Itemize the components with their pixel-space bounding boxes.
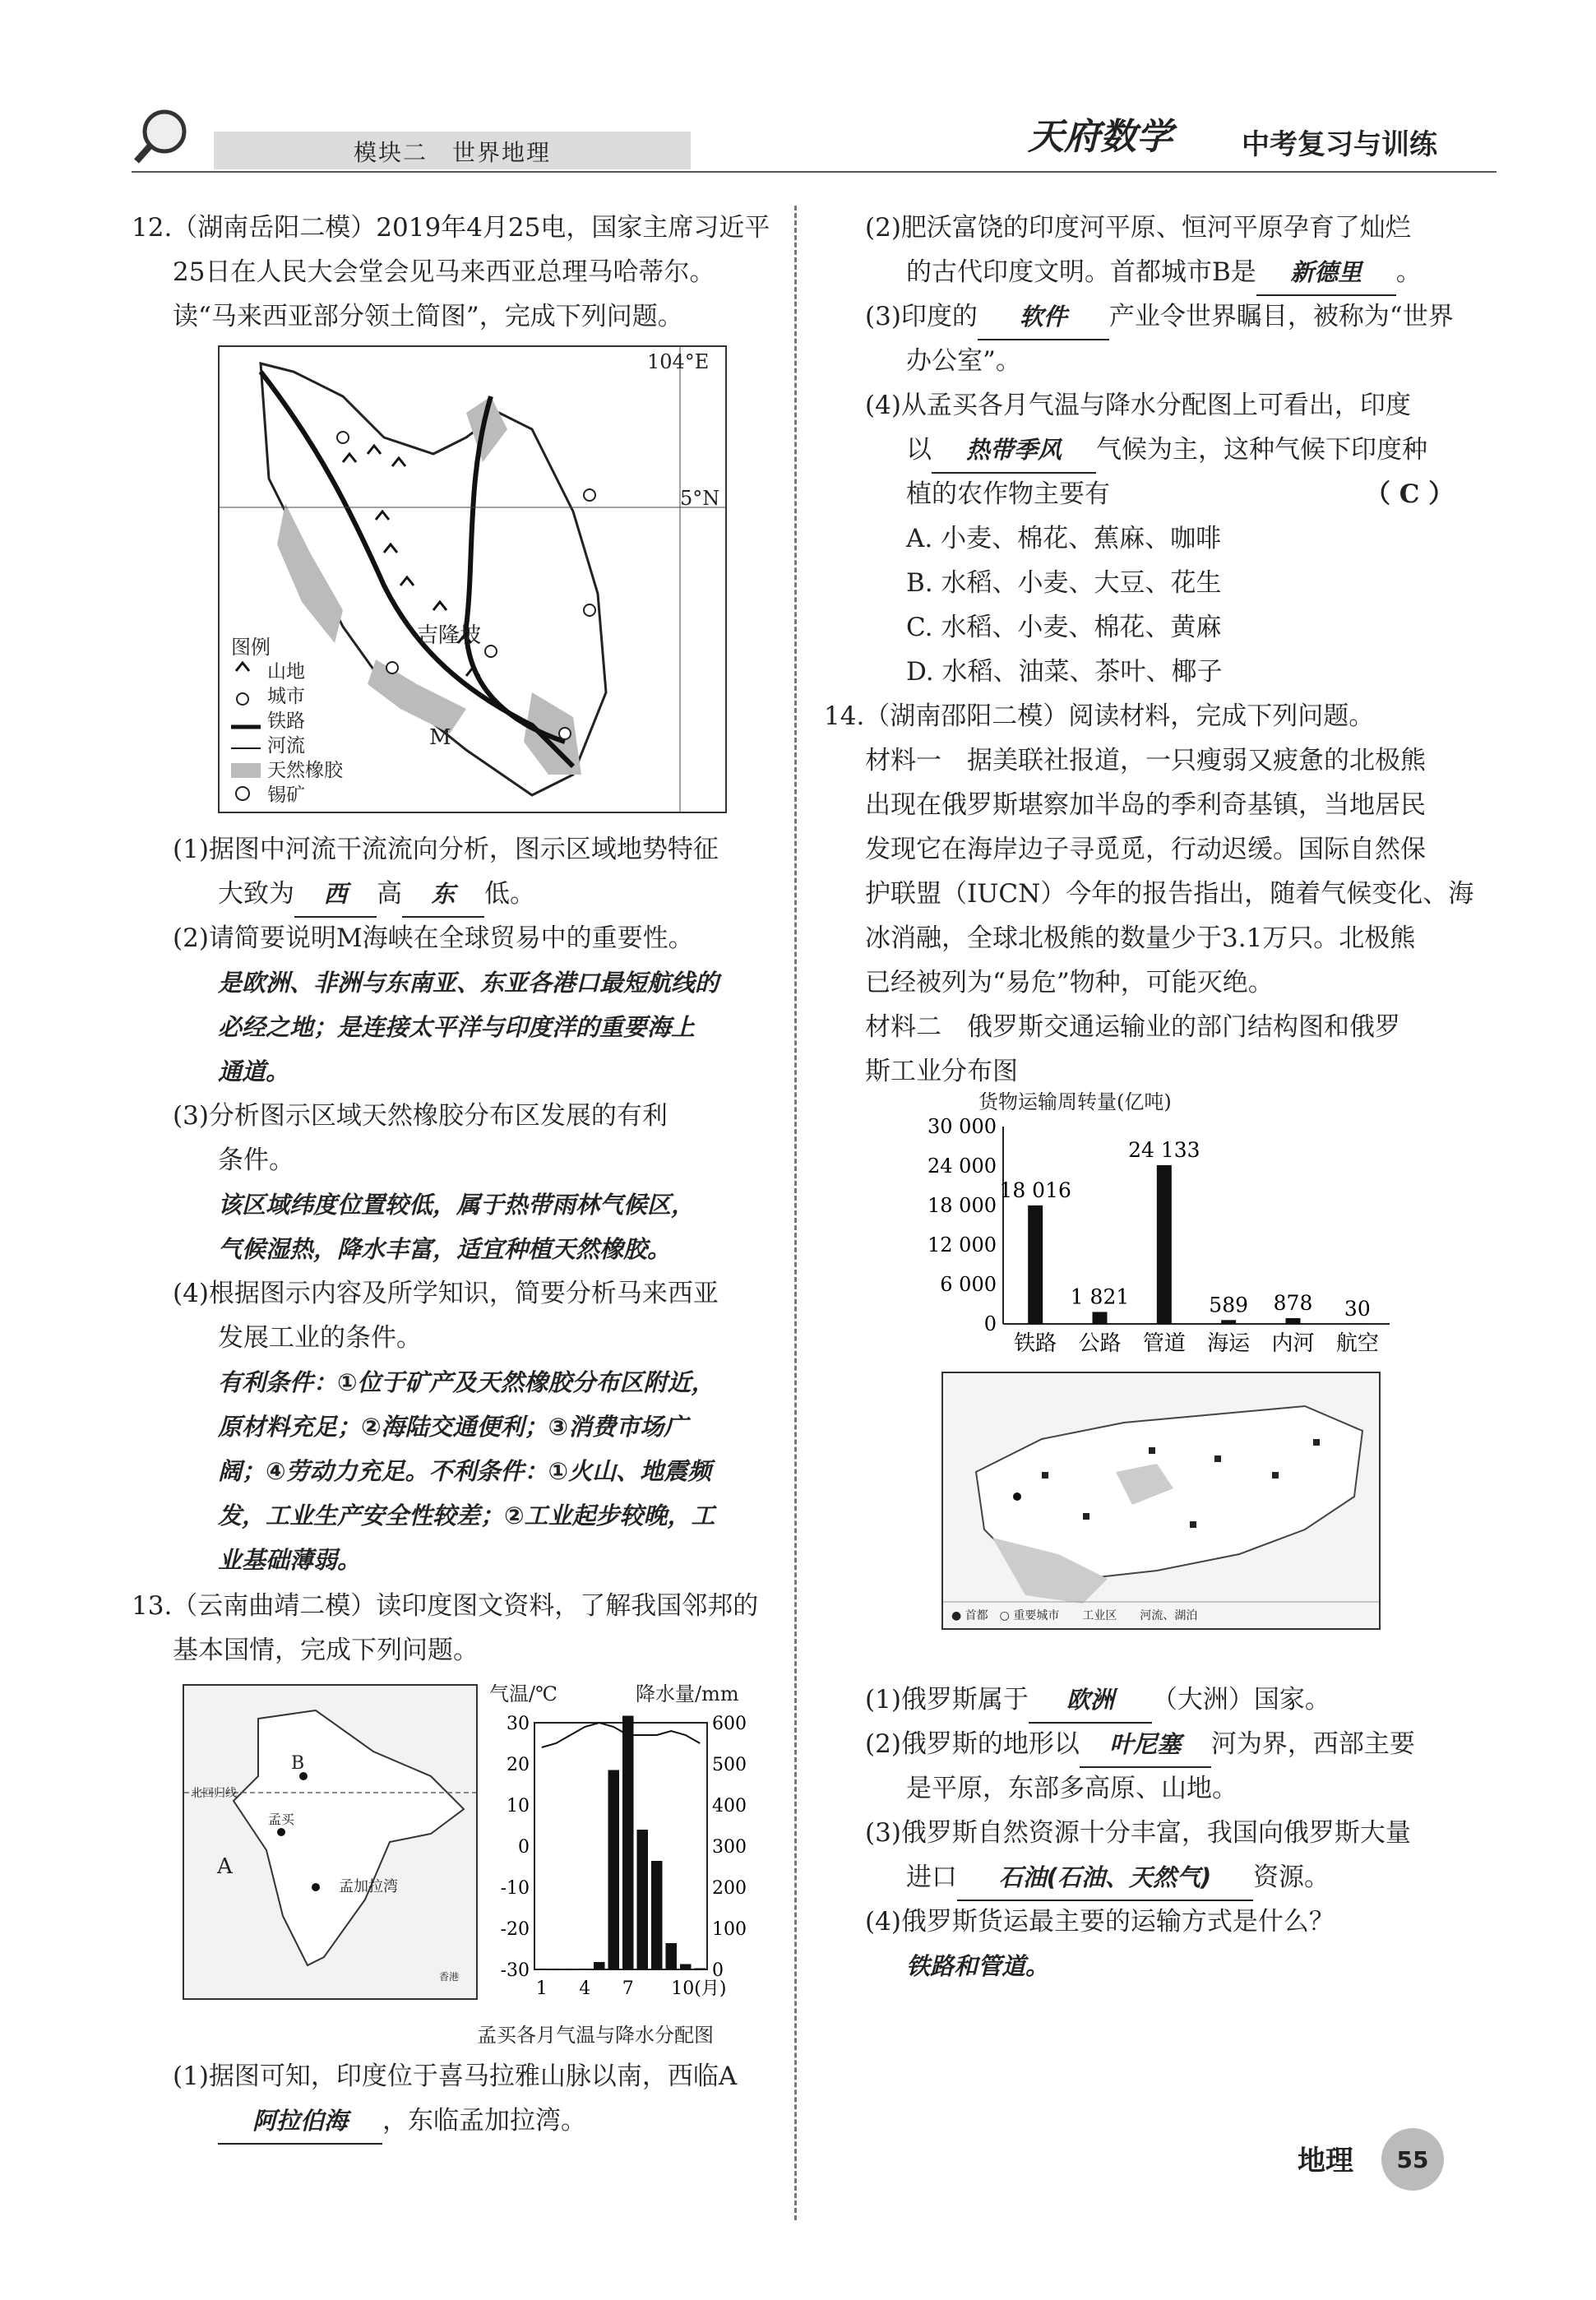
q13-1-answer-line	[218, 2099, 586, 2145]
precip-tick-label: 400	[712, 1796, 747, 1816]
category-label: 海运	[1207, 1331, 1251, 1356]
q14-2-tail: 河为界，西部主要	[1210, 1729, 1415, 1759]
category-label: 铁路	[1014, 1331, 1057, 1356]
q13-2-question: (2)肥沃富饶的印度河平原、恒河平原孕育了灿烂	[865, 213, 1411, 243]
y-tick-label: 24 000	[928, 1155, 997, 1178]
material-line: 已经被列为“易危”物种，可能灭绝。	[865, 968, 1274, 997]
climate-caption: 孟买各月气温与降水分配图	[477, 2024, 714, 2047]
q13-4-line3: 植的农作物主要有	[906, 479, 1110, 509]
q13-options	[906, 516, 1222, 694]
precip-bar	[608, 1770, 620, 1970]
q14-3-answer: 石油(石油、天然气)	[957, 1855, 1253, 1901]
q12-line2: 25日在人民大会堂会见马来西亚总理马哈蒂尔。	[173, 257, 715, 287]
material-line: 材料二 俄罗斯交通运输业的部门结构图和俄罗	[865, 1012, 1400, 1042]
month-tick-label: 10(月)	[671, 1978, 727, 1998]
precip-tick-label: 600	[712, 1714, 747, 1734]
option-a: A. 小麦、棉花、蕉麻、咖啡	[906, 524, 1222, 553]
precip-bar	[680, 1964, 692, 1970]
y-tick-label: 12 000	[928, 1233, 997, 1256]
option-d: D. 水稻、油菜、茶叶、椰子	[906, 657, 1223, 687]
question-line: 发展工业的条件。	[218, 1323, 422, 1353]
y-tick-label: 30 000	[928, 1115, 997, 1138]
brand-logo: 天府数学	[1028, 116, 1173, 158]
category-label: 公路	[1078, 1331, 1122, 1356]
header-rule	[132, 171, 1497, 173]
precip-tick-label: 200	[712, 1878, 747, 1899]
material-line: 发现它在海岸边子寻觅觅，行动迟缓。国际自然保	[865, 835, 1426, 864]
q14-4-question: (4)俄罗斯货运最主要的运输方式是什么？	[865, 1907, 1335, 1937]
precip-bar	[637, 1830, 649, 1969]
bar	[1093, 1312, 1108, 1324]
bar	[1286, 1318, 1301, 1324]
q12-2-answer	[218, 960, 719, 1094]
precip-bar	[666, 1943, 678, 1969]
freight-chart	[904, 1085, 1414, 1365]
temp-tick-label: 10	[507, 1796, 530, 1816]
answer-line: 阔；④劳动力充足。不利条件：①火山、地震频	[218, 1457, 712, 1485]
series-title: 中考复习与训练	[1242, 128, 1437, 161]
longitude-label: 104°E	[647, 350, 710, 373]
question-line: (3)分析图示区域天然橡胶分布区发展的有利	[173, 1101, 668, 1131]
q12-3-question	[173, 1094, 668, 1182]
bar-value-label: 18 016	[999, 1178, 1071, 1202]
magnifier-icon	[132, 107, 189, 164]
q13-1-tail: ，东临孟加拉湾。	[382, 2106, 586, 2136]
answer-line: 必经之地；是连接太平洋与印度洋的重要海上	[218, 1013, 696, 1041]
kuala-lumpur-label: 吉隆坡	[417, 623, 482, 648]
answer-line: 业基础薄弱。	[218, 1546, 362, 1574]
legend-river: 河流	[267, 735, 305, 757]
q14-3-text: 进口	[906, 1863, 957, 1892]
material-line: 护联盟（IUCN）今年的报告指出，随着气候变化、海	[865, 879, 1474, 909]
q13-1-question: (1)据图可知，印度位于喜马拉雅山脉以南，西临A	[173, 2062, 738, 2091]
option-c: C. 水稻、小麦、棉花、黄麻	[906, 613, 1222, 642]
answer-line: 发，工业生产安全性较差；②工业起步较晚，工	[218, 1502, 715, 1529]
q13-2-text: 的古代印度文明。首都城市B是	[906, 257, 1256, 287]
strait-label: M	[429, 725, 451, 750]
bar-value-label: 24 133	[1128, 1137, 1200, 1162]
question-line: (4)根据图示内容及所学知识，简要分析马来西亚	[173, 1279, 719, 1308]
precip-bar	[695, 1969, 706, 1970]
q13-3-tail: 产业令世界瞩目，被称为“世界	[1108, 302, 1454, 331]
q14-material2	[865, 1005, 1400, 1094]
precip-bar	[651, 1861, 663, 1969]
bar-value-label: 1 821	[1070, 1284, 1130, 1309]
q13-3-line2: 办公室”。	[906, 346, 1021, 376]
temp-tick-label: -30	[500, 1960, 530, 1981]
material-line: 冰消融，全球北极熊的数量少于3.1万只。北极熊	[865, 923, 1416, 953]
precip-bar	[594, 1962, 605, 1969]
q14-2-line2: 是平原，东部多高原、山地。	[906, 1774, 1237, 1803]
y-tick-label: 18 000	[928, 1194, 997, 1217]
legend-tin: 锡矿	[267, 784, 305, 806]
q12-3-answer	[218, 1182, 695, 1271]
subject-label: 地理	[1298, 2145, 1353, 2177]
legend-railway: 铁路	[267, 710, 305, 732]
map-legend	[267, 659, 343, 808]
month-tick-label: 7	[622, 1978, 634, 1998]
tropic-label: 北回归线	[191, 1787, 237, 1800]
page-number: 55	[1381, 2128, 1444, 2191]
q12-1-answer-west: 西	[294, 872, 377, 918]
month-tick-label: 4	[579, 1978, 591, 1998]
precip-bar	[565, 1969, 576, 1970]
precip-tick-label: 0	[712, 1960, 724, 1981]
q12-1-low: 低。	[484, 879, 535, 909]
legend-title: 图例	[231, 636, 271, 659]
q12-4-question	[173, 1271, 719, 1360]
q14-2-answer: 叶尼塞	[1080, 1722, 1211, 1768]
freight-chart-title: 货物运输周转量(亿吨)	[978, 1090, 1172, 1113]
y-tick-label: 6 000	[940, 1273, 997, 1296]
q12-1-answer-line	[218, 872, 535, 918]
q13-2-answer: 新德里	[1256, 250, 1396, 296]
precip-bar	[551, 1969, 562, 1970]
q13-4-text: 以	[906, 435, 932, 465]
precip-tick-label: 500	[712, 1755, 747, 1775]
q14-1-tail: （大洲）国家。	[1151, 1685, 1330, 1715]
q14-3-tail: 资源。	[1253, 1863, 1330, 1892]
q14-3-question: (3)俄罗斯自然资源十分丰富，我国向俄罗斯大量	[865, 1818, 1411, 1848]
module-title: 模块二 世界地理	[354, 139, 552, 166]
month-tick-label: 1	[535, 1978, 548, 1998]
temp-tick-label: 30	[507, 1714, 530, 1734]
bar-value-label: 589	[1209, 1293, 1249, 1317]
q13-3-text: (3)印度的	[865, 302, 978, 331]
q13-2-tail: 。	[1395, 257, 1422, 287]
q13-3-answer: 软件	[978, 294, 1109, 340]
temp-tick-label: 0	[518, 1837, 530, 1858]
q14-material1	[865, 738, 1473, 1005]
q13-4-question: (4)从孟买各月气温与降水分配图上可看出，印度	[865, 391, 1411, 420]
q13-3-line	[865, 294, 1454, 340]
bar	[1157, 1165, 1172, 1324]
material-line: 斯工业分布图	[865, 1057, 1018, 1086]
category-label: 内河	[1271, 1331, 1315, 1356]
precip-bar	[622, 1716, 634, 1970]
q14-line1: 14.（湖南邵阳二模）阅读材料，完成下列问题。	[824, 701, 1375, 731]
q12-2-question: (2)请简要说明M海峡在全球贸易中的重要性。	[173, 923, 694, 953]
q13-4-choice: （ C ）	[1365, 479, 1455, 509]
temp-axis-label: 气温/℃	[489, 1682, 557, 1705]
temp-tick-label: -20	[500, 1919, 530, 1940]
q14-2-text: (2)俄罗斯的地形以	[865, 1729, 1080, 1759]
q12-1-text: 大致为	[218, 879, 294, 909]
temperature-line	[542, 1723, 701, 1747]
precip-axis-label: 降水量/mm	[636, 1682, 739, 1705]
bar-value-label: 878	[1273, 1290, 1313, 1315]
legend-rubber: 天然橡胶	[267, 760, 343, 781]
climate-chart	[485, 1678, 765, 1998]
temp-tick-label: -10	[500, 1878, 530, 1899]
column-divider	[794, 206, 797, 2220]
y-tick-label: 0	[983, 1312, 997, 1335]
bar	[1028, 1206, 1043, 1324]
answer-line: 原材料充足；②海陆交通便利；③消费市场广	[218, 1413, 688, 1441]
malaysia-map	[218, 345, 727, 813]
russia-industry-map	[941, 1372, 1381, 1630]
q14-3-answer-line	[906, 1855, 1330, 1901]
q14-1-answer: 欧洲	[1029, 1678, 1152, 1724]
q12-line1: 12.（湖南岳阳二模）2019年4月25电，国家主席习近平	[132, 213, 770, 243]
label-A: A	[217, 1854, 233, 1879]
q13-2-answer-line	[906, 250, 1422, 296]
q13-line1: 13.（云南曲靖二模）读印度图文资料，了解我国邻邦的	[132, 1591, 759, 1621]
answer-line: 通道。	[218, 1057, 290, 1085]
q12-1-answer-east: 东	[402, 872, 484, 918]
label-B: B	[291, 1753, 305, 1774]
answer-line: 是欧洲、非洲与东南亚、东亚各港口最短航线的	[218, 969, 719, 997]
q13-4-tail: 气候为主，这种气候下印度种	[1096, 435, 1427, 465]
q13-1-answer: 阿拉伯海	[218, 2099, 382, 2145]
q13-line2: 基本国情，完成下列问题。	[173, 1636, 479, 1665]
q12-line3: 读“马来西亚部分领土简图”，完成下列问题。	[173, 302, 683, 331]
answer-line: 气候湿热，降水丰富，适宜种植天然橡胶。	[218, 1235, 672, 1263]
legend-mountain: 山地	[267, 661, 305, 683]
q14-2-line	[865, 1722, 1415, 1768]
india-map	[183, 1684, 478, 2000]
plot-frame	[534, 1723, 707, 1969]
mumbai-label: 孟买	[268, 1812, 295, 1827]
small-label: 香港	[439, 1971, 460, 1983]
q12-1-high: 高	[377, 879, 402, 909]
category-label: 航空	[1335, 1331, 1379, 1356]
precip-tick-label: 300	[712, 1837, 747, 1858]
latitude-label: 5°N	[680, 487, 720, 510]
category-label: 管道	[1142, 1331, 1186, 1356]
answer-line: 有利条件：①位于矿产及天然橡胶分布区附近，	[218, 1368, 715, 1396]
option-b: B. 水稻、小麦、大豆、花生	[906, 568, 1222, 598]
q13-4-answer-line	[906, 428, 1427, 474]
q12-4-answer	[218, 1360, 715, 1582]
question-line: 条件。	[218, 1145, 294, 1175]
legend-city: 城市	[267, 686, 305, 707]
bay-label: 孟加拉湾	[339, 1878, 398, 1895]
material-line: 材料一 据美联社报道，一只瘦弱又疲惫的北极熊	[865, 746, 1426, 775]
russia-map-legend: ● 首都 ○ 重要城市 工业区 河流、湖泊	[951, 1609, 1198, 1622]
answer-line: 该区域纬度位置较低，属于热带雨林气候区，	[218, 1191, 696, 1219]
temp-tick-label: 20	[507, 1755, 530, 1775]
bar	[1221, 1320, 1236, 1324]
precip-tick-label: 100	[712, 1919, 747, 1940]
material-line: 出现在俄罗斯堪察加半岛的季利奇基镇，当地居民	[865, 790, 1426, 820]
q12-1-question: (1)据图中河流干流流向分析，图示区域地势特征	[173, 835, 719, 864]
q14-4-answer: 铁路和管道。	[906, 1952, 1050, 1980]
q13-4-answer: 热带季风	[932, 428, 1096, 474]
q14-1-text: (1)俄罗斯属于	[865, 1685, 1029, 1715]
q14-1-line	[865, 1678, 1330, 1724]
bar-value-label: 30	[1344, 1296, 1371, 1321]
